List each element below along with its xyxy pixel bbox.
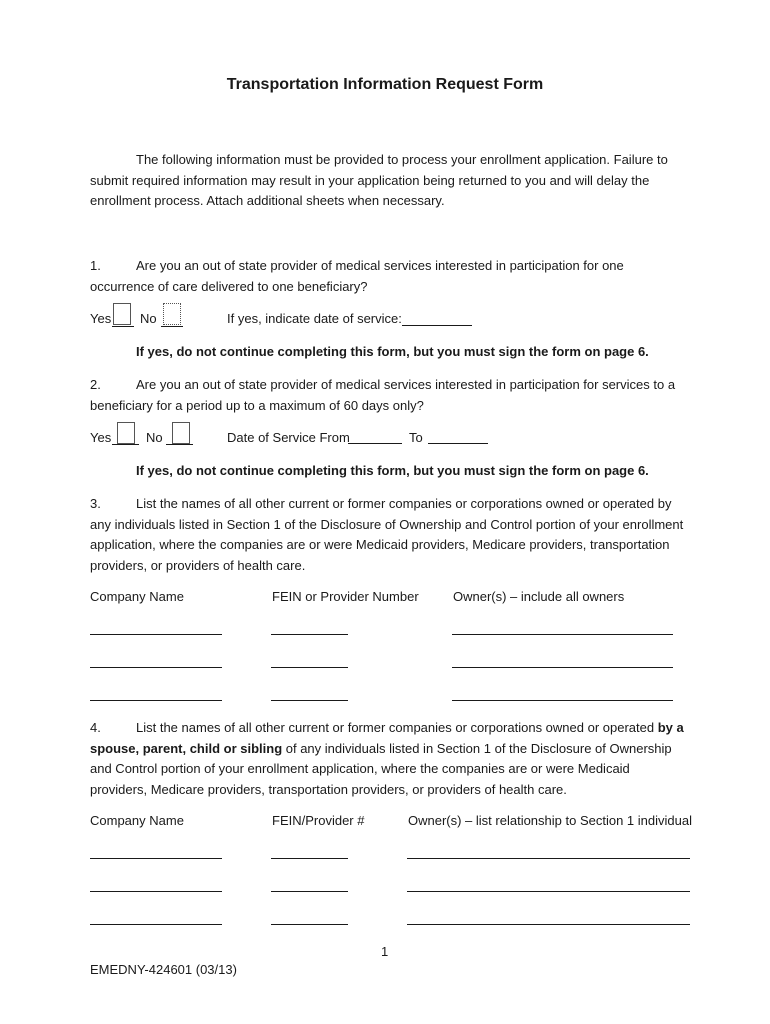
q4-col-fein: FEIN/Provider # bbox=[272, 813, 365, 828]
q1-note: If yes, do not continue completing this form, but you must sign the form on page 6. bbox=[136, 344, 649, 359]
q4-text-a: List the names of all other current or former companies or corporations owned or operated bbox=[136, 720, 658, 735]
q1-number: 1. bbox=[90, 258, 101, 273]
q4-number: 4. bbox=[90, 720, 101, 735]
q1-date-label: If yes, indicate date of service: bbox=[227, 311, 402, 326]
q4-text-bold: by a spouse, parent, child or sibling bbox=[90, 720, 684, 756]
intro-text: The following information must be provided to process your enrollment application. Failure to submit required information may result in your application being returned to you and will delay the enrollment process. Attach additional sheets when necessary. bbox=[90, 152, 668, 208]
q3-row2-company-field[interactable] bbox=[90, 667, 222, 668]
q2-yes-label: Yes bbox=[90, 430, 112, 445]
q3-row3-owners-field[interactable] bbox=[452, 700, 673, 701]
q3-row3-fein-field[interactable] bbox=[271, 700, 348, 701]
q2-no-underline bbox=[166, 444, 193, 445]
q1-no-label: No bbox=[140, 311, 157, 326]
q1-yes-underline bbox=[112, 326, 134, 327]
q4-text-b: of any individuals listed in Section 1 of the Disclosure of Ownership and Control portion of your enrollment application, where the companies are or were Medicaid providers, Medicare providers, transportation providers, or providers of health care. bbox=[90, 740, 672, 797]
q3-col-owners: Owner(s) – include all owners bbox=[453, 589, 625, 604]
q2-to-field[interactable] bbox=[428, 443, 488, 444]
q1-no-checkbox[interactable] bbox=[163, 303, 181, 325]
q3-row3-company-field[interactable] bbox=[90, 700, 222, 701]
q3-row1-fein-field[interactable] bbox=[271, 634, 348, 635]
q1-no-underline bbox=[161, 326, 183, 327]
q4-row3-fein-field[interactable] bbox=[271, 924, 348, 925]
q3-row2-owners-field[interactable] bbox=[452, 667, 673, 668]
q4-col-owners: Owner(s) – list relationship to Section 1 individual bbox=[408, 813, 692, 828]
question-2 bbox=[90, 375, 690, 416]
question-4 bbox=[90, 718, 690, 800]
page-number: 1 bbox=[381, 944, 389, 959]
q4-row3-owners-field[interactable] bbox=[407, 924, 690, 925]
q3-text: List the names of all other current or former companies or corporations owned or operated by any individuals listed in Section 1 of the Disclosure of Ownership and Control portion of your enrollment application, where the companies are or were Medicaid providers, Medicare providers, transportation providers, or providers of health care. bbox=[90, 496, 684, 573]
q2-from-field[interactable] bbox=[348, 443, 402, 444]
q3-row2-fein-field[interactable] bbox=[271, 667, 348, 668]
q3-number: 3. bbox=[90, 496, 101, 511]
q3-row1-owners-field[interactable] bbox=[452, 634, 673, 635]
q2-from-label: Date of Service From bbox=[227, 430, 350, 445]
q3-col-company: Company Name bbox=[90, 589, 184, 604]
q4-row2-owners-field[interactable] bbox=[407, 891, 690, 892]
intro-paragraph bbox=[90, 150, 690, 212]
q3-row1-company-field[interactable] bbox=[90, 634, 222, 635]
q1-yes-label: Yes bbox=[90, 311, 112, 326]
q1-yes-checkbox[interactable] bbox=[113, 303, 131, 325]
q1-text: Are you an out of state provider of medical services interested in participation for one occurrence of care delivered to one beneficiary? bbox=[90, 258, 624, 294]
form-id: EMEDNY-424601 (03/13) bbox=[90, 962, 237, 977]
q4-col-company: Company Name bbox=[90, 813, 184, 828]
q2-number: 2. bbox=[90, 377, 101, 392]
q3-col-fein: FEIN or Provider Number bbox=[272, 589, 419, 604]
q4-row2-fein-field[interactable] bbox=[271, 891, 348, 892]
q4-row1-fein-field[interactable] bbox=[271, 858, 348, 859]
q2-text: Are you an out of state provider of medical services interested in participation for services to a beneficiary for a period up to a maximum of 60 days only? bbox=[90, 377, 676, 413]
q2-note: If yes, do not continue completing this form, but you must sign the form on page 6. bbox=[136, 463, 649, 478]
q2-yes-underline bbox=[112, 444, 139, 445]
q4-row1-owners-field[interactable] bbox=[407, 858, 690, 859]
q2-yes-checkbox[interactable] bbox=[117, 422, 135, 444]
q1-date-field[interactable] bbox=[402, 325, 472, 326]
question-1 bbox=[90, 256, 690, 297]
q4-row3-company-field[interactable] bbox=[90, 924, 222, 925]
q4-row2-company-field[interactable] bbox=[90, 891, 222, 892]
q2-no-checkbox[interactable] bbox=[172, 422, 190, 444]
q2-to-label: To bbox=[409, 430, 423, 445]
q2-no-label: No bbox=[146, 430, 163, 445]
question-3 bbox=[90, 494, 690, 576]
q4-row1-company-field[interactable] bbox=[90, 858, 222, 859]
form-title: Transportation Information Request Form bbox=[226, 76, 544, 93]
